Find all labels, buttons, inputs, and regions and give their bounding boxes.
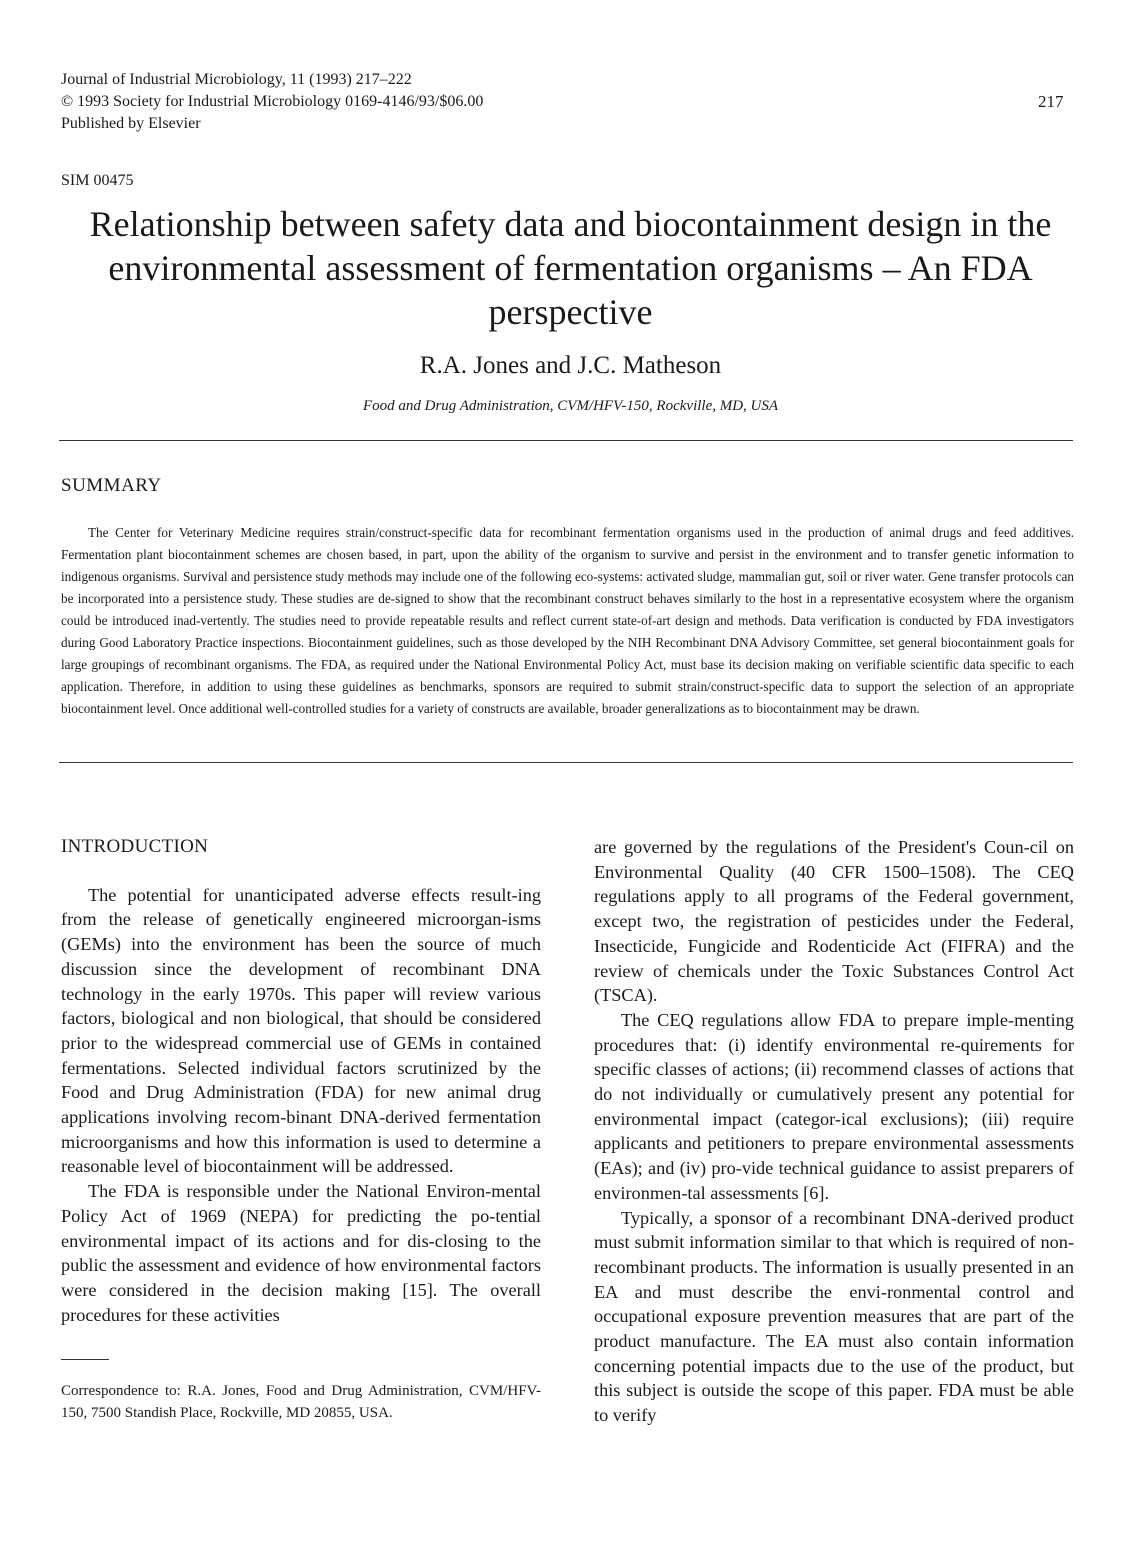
paragraph: Typically, a sponsor of a recombinant DNA-derived product must submit information similar to that which is required of non-recombinant products. The information is usually presented in an EA and must describe the envi-ronmental control and occupational exposure prevention measures that are part of the product manufacture. The EA must also contain information concerning potential impacts due to the use of the product, but this subject is outside the scope of this paper. FDA must be able to verify bbox=[594, 1207, 1074, 1426]
journal-header bbox=[61, 69, 483, 135]
paragraph: The FDA is responsible under the National Environ-mental Policy Act of 1969 (NEPA) for predicting the po-tential environmental impact of its actions and for dis-closing to the public the assessment and evidence of how environmental factors were considered in the decision making [15]. The overall procedures for these activities bbox=[61, 1181, 541, 1325]
summary-text: The Center for Veterinary Medicine requires strain/construct-specific data for recombinant fermentation organisms used in the production of animal drugs and feed additives. Fermentation plant biocontainment schemes are chosen based, in part, upon the ability of the organism to survive and persist in the environment and to transfer genetic information to indigenous organisms. Survival and persistence study methods may include one of the following eco-systems: activated sludge, mammalian gut, soil or river water. Gene transfer protocols can be incorporated into a persistence study. These studies are de-signed to show that the recombinant construct behaves similarly to the host in a representative ecosystem where the organism could be introduced inad-vertently. The studies need to provide repeatable results and reflect current state-of-art design and methods. Data verification is conducted by FDA investigators during Good Laboratory Practice inspections. Biocontainment guidelines, such as those developed by the NIH Recombinant DNA Advisory Committee, set general biocontainment goals for large groupings of recombinant organisms. The FDA, as required under the National Environmental Policy Act, must base its decision making on verifiable scientific data specific to each application. Therefore, in addition to using these guidelines as benchmarks, sponsors are required to submit strain/construct-specific data to support the selection of an appropriate biocontainment level. Once additional well-controlled studies for a variety of constructs are available, broader generalizations as to biocontainment may be drawn. bbox=[61, 525, 1074, 716]
article-title: Relationship between safety data and biocontainment design in the environmental assessment of fermentation organisms – An FDA perspective bbox=[89, 204, 1052, 332]
divider-bottom bbox=[59, 762, 1073, 763]
sim-id: SIM 00475 bbox=[61, 172, 134, 189]
paragraph: are governed by the regulations of the President's Coun-cil on Environmental Quality (40 CFR 1500–1508). The CEQ regulations apply to all programs of the Federal government, except two, the registration of pesticides under the Federal, Insecticide, Fungicide and Rodenticide Act (FIFRA) and the review of chemicals under the Toxic Substances Control Act (TSCA). bbox=[594, 837, 1074, 1006]
correspondence-footnote: Correspondence to: R.A. Jones, Food and Drug Administration, CVM/HFV-150, 7500 Standish Place, Rockville, MD 20855, USA. bbox=[61, 1383, 541, 1421]
paragraph: The CEQ regulations allow FDA to prepare imple-menting procedures that: (i) identify environmental re-quirements for specific classes of actions; (ii) recommend classes of actions that do not individually or cumulatively present any potential for environmental impact (categor-ical exclusions); (iii) require applicants and petitioners to prepare environmental assessments (EAs); and (iv) pro-vide technical guidance to assist preparers of environmen-tal assessments [6]. bbox=[594, 1009, 1074, 1203]
paragraph: The potential for unanticipated adverse effects result-ing from the release of genetically engineered microorgan-isms (GEMs) into the environment has been the source of much discussion since the development of recombinant DNA technology in the early 1970s. This paper will review various factors, biological and non biological, that should be considered prior to the widespread commercial use of GEMs in contained fermentations. Selected individual factors scrutinized by the Food and Drug Administration (FDA) for new animal drug applications involving recom-binant DNA-derived fermentation microorganisms and how this information is used to determine a reasonable level of biocontainment will be addressed. bbox=[61, 884, 541, 1177]
article-affiliation: Food and Drug Administration, CVM/HFV-150, Rockville, MD, USA bbox=[362, 398, 779, 414]
journal-publisher: Published by Elsevier bbox=[61, 115, 201, 132]
left-column bbox=[61, 835, 541, 1327]
page-number: 217 bbox=[1038, 92, 1064, 111]
journal-citation: Journal of Industrial Microbiology, 11 (1993) 217–222 bbox=[61, 71, 412, 88]
summary-heading: SUMMARY bbox=[61, 475, 162, 496]
right-column bbox=[594, 835, 1074, 1428]
divider-top bbox=[59, 440, 1073, 441]
article-authors: R.A. Jones and J.C. Matheson bbox=[419, 352, 722, 379]
journal-copyright: © 1993 Society for Industrial Microbiology 0169-4146/93/$06.00 bbox=[61, 93, 484, 110]
footnote-rule bbox=[61, 1359, 109, 1360]
introduction-heading: INTRODUCTION bbox=[61, 836, 209, 857]
